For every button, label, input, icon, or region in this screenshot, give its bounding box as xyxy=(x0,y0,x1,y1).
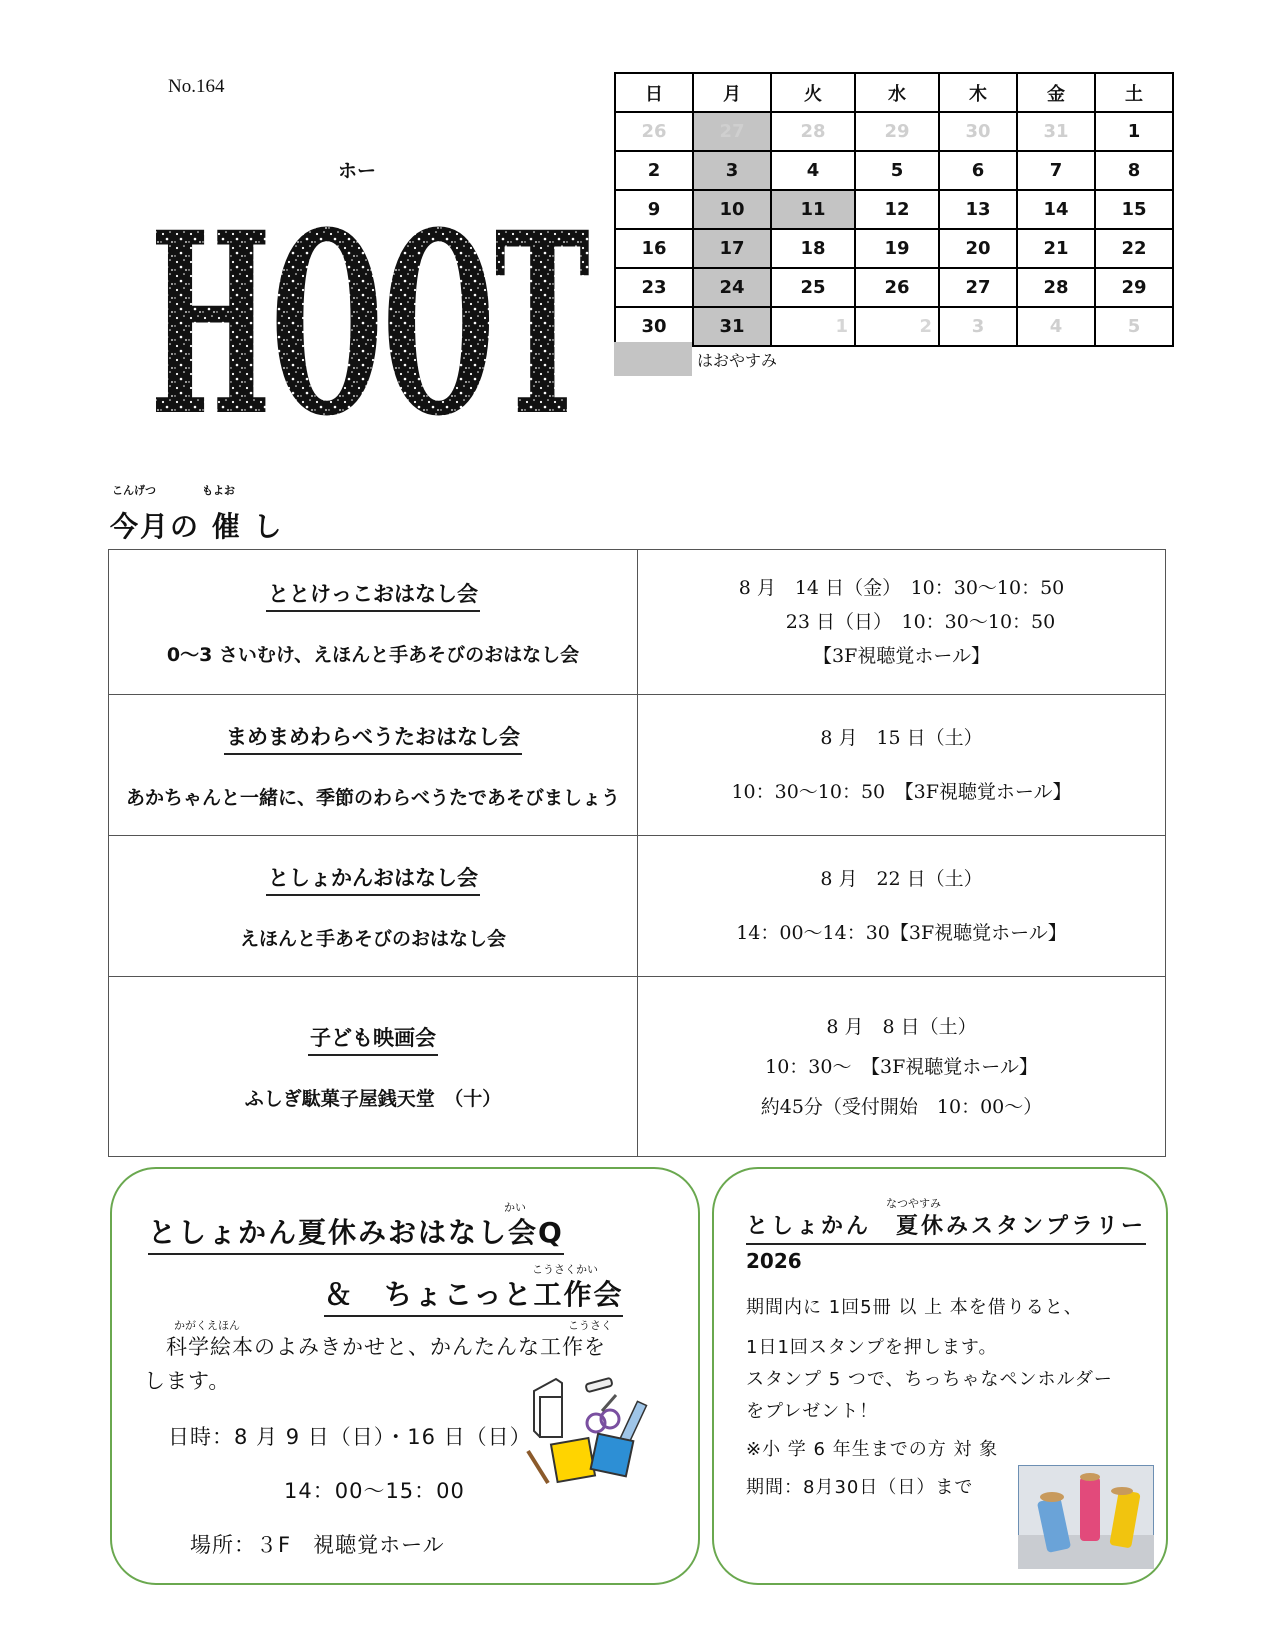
stamp-rally-box xyxy=(712,1167,1168,1585)
table-row xyxy=(109,977,1166,1157)
date-cell: 30 xyxy=(939,112,1017,151)
event-info xyxy=(109,550,638,695)
section-title: 今月の 催 し xyxy=(110,510,284,543)
date-cell-next-month: 2 xyxy=(855,307,939,346)
date-cell-closed: 31 xyxy=(693,307,771,346)
event-title: ととけっこおはなし会 xyxy=(266,578,480,612)
event-schedule xyxy=(638,550,1166,695)
event-info xyxy=(109,695,638,836)
date-cell: 26 xyxy=(855,268,939,307)
weekday-cell: 土 xyxy=(1095,73,1173,112)
rally-period: 期間：8月30日（日）まで xyxy=(746,1477,974,1498)
calendar-week xyxy=(615,268,1173,307)
event-description: あかちゃんと一緒に、季節のわらべうたであそびましょう xyxy=(125,786,620,809)
ruby-text: かがくえほん xyxy=(174,1319,240,1332)
ruby-text: かい xyxy=(504,1201,526,1214)
event-schedule-line: 8 月 22 日（土） xyxy=(820,868,983,890)
date-cell: 20 xyxy=(939,229,1017,268)
event-schedule xyxy=(638,836,1166,977)
hoot-logo xyxy=(146,202,594,434)
date-cell: 30 xyxy=(615,307,693,346)
rally-rule: スタンプ 5 つで、ちっちゃなペンホルダー xyxy=(746,1369,1113,1390)
calendar-week xyxy=(615,229,1173,268)
box-subtitle: ＆ ちょこっと工作会 xyxy=(324,1273,623,1317)
date-cell-next-month: 4 xyxy=(1017,307,1095,346)
date-cell: 26 xyxy=(615,112,693,151)
rally-rule: 期間内に 1回5冊 以 上 本を借りると、 xyxy=(746,1297,1083,1318)
date-cell-closed: 11 xyxy=(771,190,855,229)
date-cell: 31 xyxy=(1017,112,1095,151)
closed-legend-label: はおやすみ xyxy=(697,351,778,370)
event-info xyxy=(109,977,638,1157)
event-description: ふしぎ駄菓子屋銭天堂 （十） xyxy=(244,1088,502,1110)
event-schedule-line: 8 月 8 日（土） xyxy=(826,1015,977,1038)
table-row xyxy=(109,695,1166,836)
date-cell: 18 xyxy=(771,229,855,268)
table-row xyxy=(109,550,1166,695)
date-cell: 2 xyxy=(615,151,693,190)
date-cell: 23 xyxy=(615,268,693,307)
weekday-cell: 日 xyxy=(615,73,693,112)
pen-holder-photo xyxy=(1018,1465,1154,1569)
event-schedule xyxy=(638,977,1166,1157)
closed-legend-swatch xyxy=(614,342,692,376)
ruby-text: こうさくかい xyxy=(532,1263,598,1276)
calendar-week xyxy=(615,307,1173,346)
date-cell: 25 xyxy=(771,268,855,307)
box-title: としょかん 夏休みスタンプラリー xyxy=(746,1209,1146,1245)
date-cell: 7 xyxy=(1017,151,1095,190)
weekday-cell: 火 xyxy=(771,73,855,112)
date-cell: 6 xyxy=(939,151,1017,190)
hoot-ruby: ホー xyxy=(338,160,377,182)
rally-rule: をプレゼント！ xyxy=(746,1401,879,1422)
calendar xyxy=(614,72,1174,347)
event-schedule-line: 8 月 14 日（金） 10：30～10：50 xyxy=(738,577,1065,599)
date-cell-next-month: 3 xyxy=(939,307,1017,346)
date-cell-closed: 27 xyxy=(693,112,771,151)
event-schedule-line: 23 日（日） 10：30～10：50 xyxy=(747,611,1056,633)
date-cell: 12 xyxy=(855,190,939,229)
date-cell: 14 xyxy=(1017,190,1095,229)
ruby-text: こうさく xyxy=(568,1319,612,1332)
calendar-week xyxy=(615,190,1173,229)
box-title-year: 2026 xyxy=(746,1249,802,1273)
event-title: まめまめわらべうたおはなし会 xyxy=(224,721,522,755)
weekday-cell: 月 xyxy=(693,73,771,112)
date-cell: 21 xyxy=(1017,229,1095,268)
date-cell: 15 xyxy=(1095,190,1173,229)
weekday-cell: 水 xyxy=(855,73,939,112)
issue-number: No.164 xyxy=(168,76,225,97)
date-cell: 29 xyxy=(1095,268,1173,307)
event-description: えほんと手あそびのおはなし会 xyxy=(239,927,506,950)
box-title: としょかん夏休みおはなし会Q xyxy=(148,1211,564,1255)
date-cell: 9 xyxy=(615,190,693,229)
date-cell: 1 xyxy=(1095,112,1173,151)
date-cell-closed: 24 xyxy=(693,268,771,307)
event-schedule-line: 10：30～ 【3F視聴覚ホール】 xyxy=(765,1055,1038,1078)
date-cell: 19 xyxy=(855,229,939,268)
event-schedule-line: 14：00～14：30【3F視聴覚ホール】 xyxy=(736,922,1067,944)
rally-eligibility: ※小 学 6 年生までの方 対 象 xyxy=(746,1439,999,1460)
box-description: 科学絵本のよみきかせと、かんたんな工作を xyxy=(144,1335,606,1359)
calendar-weekdays xyxy=(615,73,1173,112)
weekday-cell: 木 xyxy=(939,73,1017,112)
event-schedule-line: 10：30～10：50 【3F視聴覚ホール】 xyxy=(731,781,1072,803)
date-cell: 27 xyxy=(939,268,1017,307)
event-title: 子ども映画会 xyxy=(308,1022,438,1056)
date-cell: 4 xyxy=(771,151,855,190)
event-schedule-line: 約45分（受付開始 10：00～） xyxy=(760,1095,1043,1118)
date-cell-closed: 10 xyxy=(693,190,771,229)
date-cell: 8 xyxy=(1095,151,1173,190)
ruby-text: もよお xyxy=(202,484,235,497)
rally-rule: 1日1回スタンプを押します。 xyxy=(746,1337,998,1358)
event-schedule xyxy=(638,695,1166,836)
events-table xyxy=(108,549,1166,1157)
event-schedule-line: 8 月 15 日（土） xyxy=(820,727,983,749)
date-cell: 28 xyxy=(771,112,855,151)
date-cell-next-month: 1 xyxy=(771,307,855,346)
event-date: 日時：8 月 9 日（日）・16 日（日） xyxy=(168,1425,532,1449)
craft-supplies-icon xyxy=(526,1371,656,1491)
date-cell-closed: 3 xyxy=(693,151,771,190)
hoot-logo-text: HOOT xyxy=(150,202,590,434)
date-cell: 16 xyxy=(615,229,693,268)
date-cell: 22 xyxy=(1095,229,1173,268)
event-description: 0～3 さいむけ、えほんと手あそびのおはなし会 xyxy=(166,643,580,666)
weekday-cell: 金 xyxy=(1017,73,1095,112)
event-title: としょかんおはなし会 xyxy=(266,862,480,896)
calendar-week xyxy=(615,112,1173,151)
box-description: します。 xyxy=(144,1369,231,1393)
event-venue: 【3F視聴覚ホール】 xyxy=(813,645,990,667)
date-cell-closed: 17 xyxy=(693,229,771,268)
summer-storytime-box xyxy=(110,1167,700,1585)
date-cell: 28 xyxy=(1017,268,1095,307)
event-time: 14：00～15：00 xyxy=(284,1479,465,1503)
date-cell-next-month: 5 xyxy=(1095,307,1173,346)
date-cell: 29 xyxy=(855,112,939,151)
event-place: 場所：３F 視聴覚ホール xyxy=(190,1533,445,1557)
event-info xyxy=(109,836,638,977)
date-cell: 5 xyxy=(855,151,939,190)
date-cell: 13 xyxy=(939,190,1017,229)
ruby-text: なつやすみ xyxy=(886,1197,941,1210)
table-row xyxy=(109,836,1166,977)
calendar-week xyxy=(615,151,1173,190)
ruby-text: こんげつ xyxy=(112,484,156,497)
